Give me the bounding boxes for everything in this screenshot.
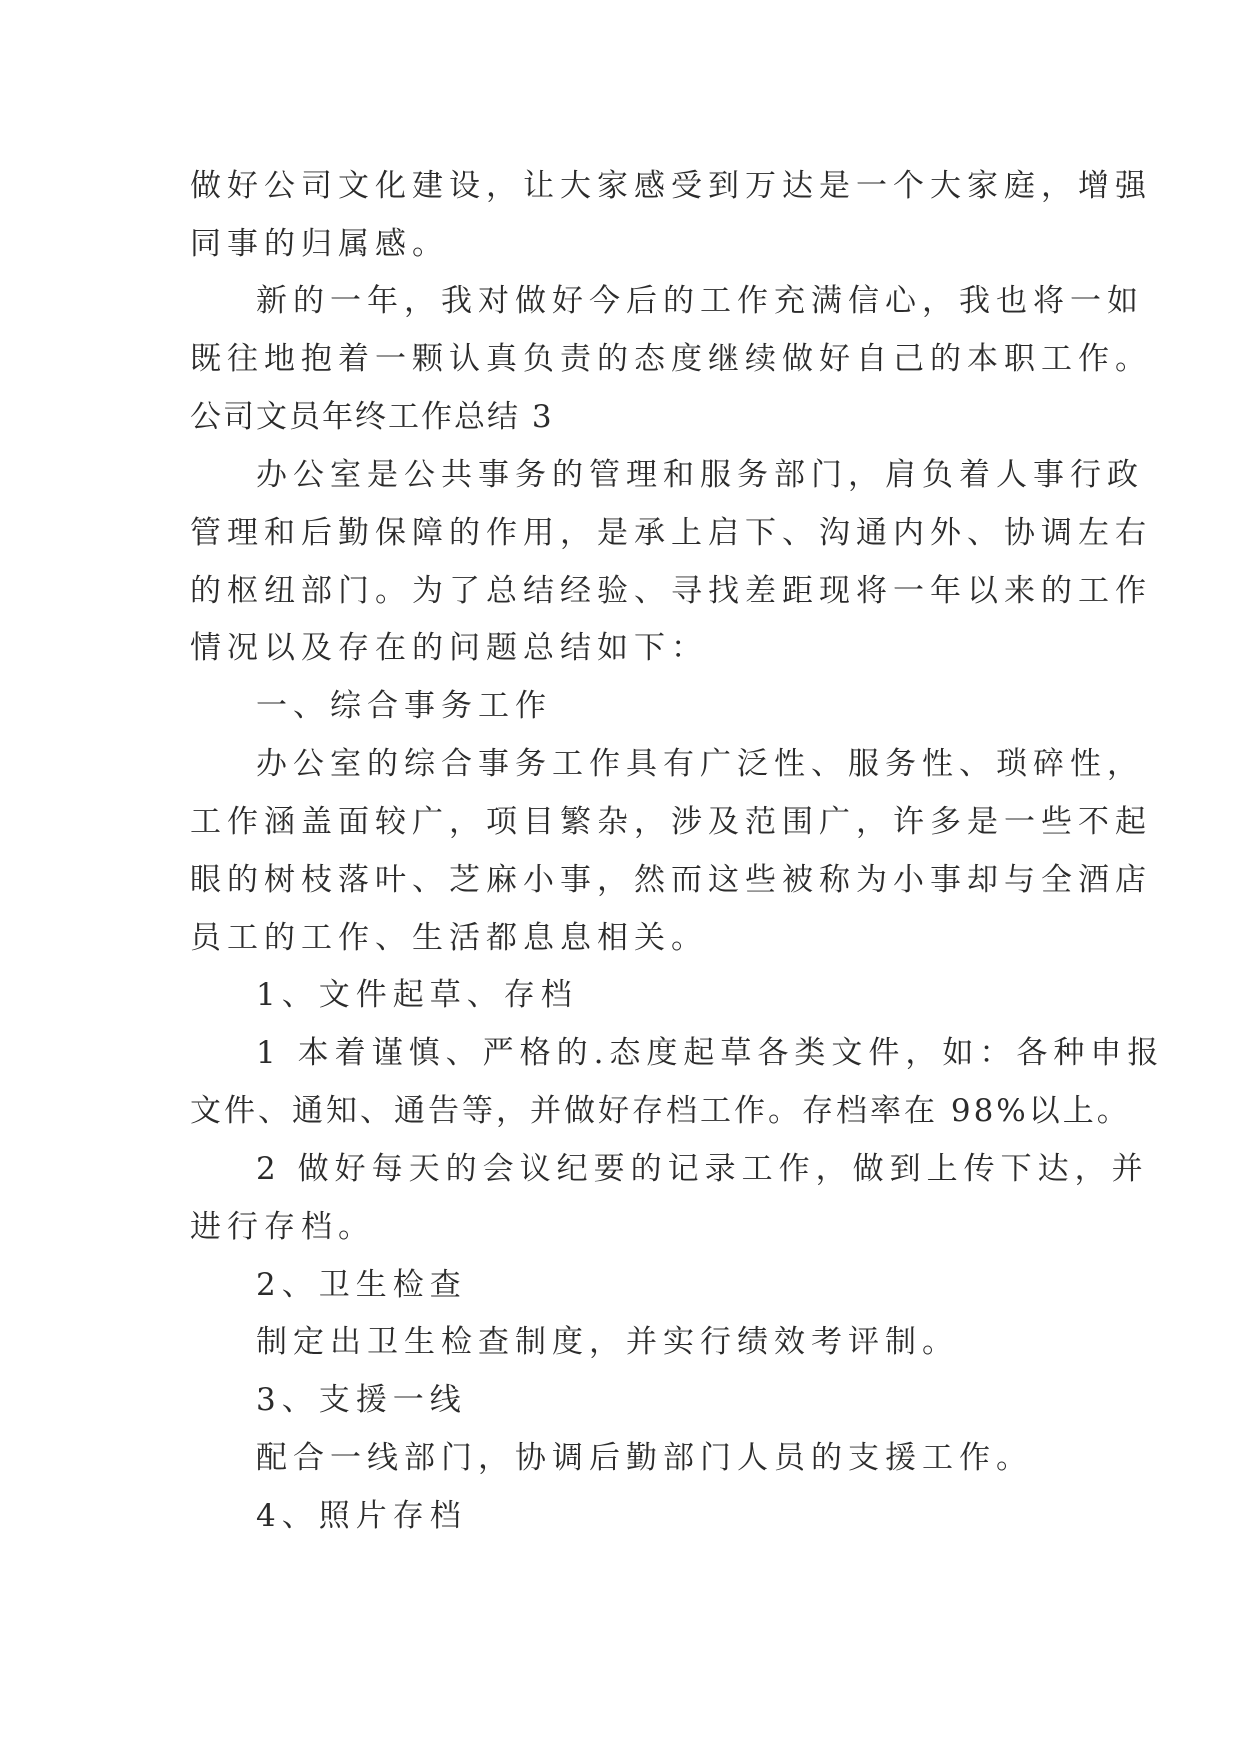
item-heading: 1、文件起草、存档 xyxy=(256,977,578,1013)
text-line: 新的一年，我对做好今后的工作充满信心，我也将一如 xyxy=(256,283,1144,319)
text-line: 同事的归属感。 xyxy=(190,226,449,262)
text-line: 1 本着谨慎、严格的.态度起草各类文件，如：各种申报 xyxy=(256,1035,1165,1071)
text-line: 既往地抱着一颗认真负责的态度继续做好自己的本职工作。 xyxy=(190,341,1152,377)
text-line: 员工的工作、生活都息息相关。 xyxy=(190,920,708,956)
text-line: 工作涵盖面较广，项目繁杂，涉及范围广，许多是一些不起 xyxy=(190,804,1152,840)
text-line: 配合一线部门，协调后勤部门人员的支援工作。 xyxy=(256,1440,1033,1476)
subsection-heading: 一、综合事务工作 xyxy=(256,688,552,724)
item-heading: 4、照片存档 xyxy=(256,1498,467,1534)
text-line: 制定出卫生检查制度，并实行绩效考评制。 xyxy=(256,1324,959,1360)
item-heading: 3、支援一线 xyxy=(256,1382,467,1418)
item-heading: 2、卫生检查 xyxy=(256,1267,467,1303)
text-line: 办公室是公共事务的管理和服务部门，肩负着人事行政 xyxy=(256,457,1144,493)
text-line: 的枢纽部门。为了总结经验、寻找差距现将一年以来的工作 xyxy=(190,573,1152,609)
text-line: 文件、通知、通告等，并做好存档工作。存档率在 98%以上。 xyxy=(190,1093,1131,1129)
text-line: 做好公司文化建设，让大家感受到万达是一个大家庭，增强 xyxy=(190,168,1152,204)
text-line: 眼的树枝落叶、芝麻小事，然而这些被称为小事却与全酒店 xyxy=(190,862,1152,898)
text-line: 进行存档。 xyxy=(190,1209,375,1245)
text-line: 办公室的综合事务工作具有广泛性、服务性、琐碎性， xyxy=(256,746,1144,782)
text-line: 管理和后勤保障的作用，是承上启下、沟通内外、协调左右 xyxy=(190,515,1152,551)
text-line: 2 做好每天的会议纪要的记录工作，做到上传下达，并 xyxy=(256,1151,1149,1187)
section-title: 公司文员年终工作总结 3 xyxy=(190,399,554,435)
text-line: 情况以及存在的问题总结如下： xyxy=(190,630,708,666)
